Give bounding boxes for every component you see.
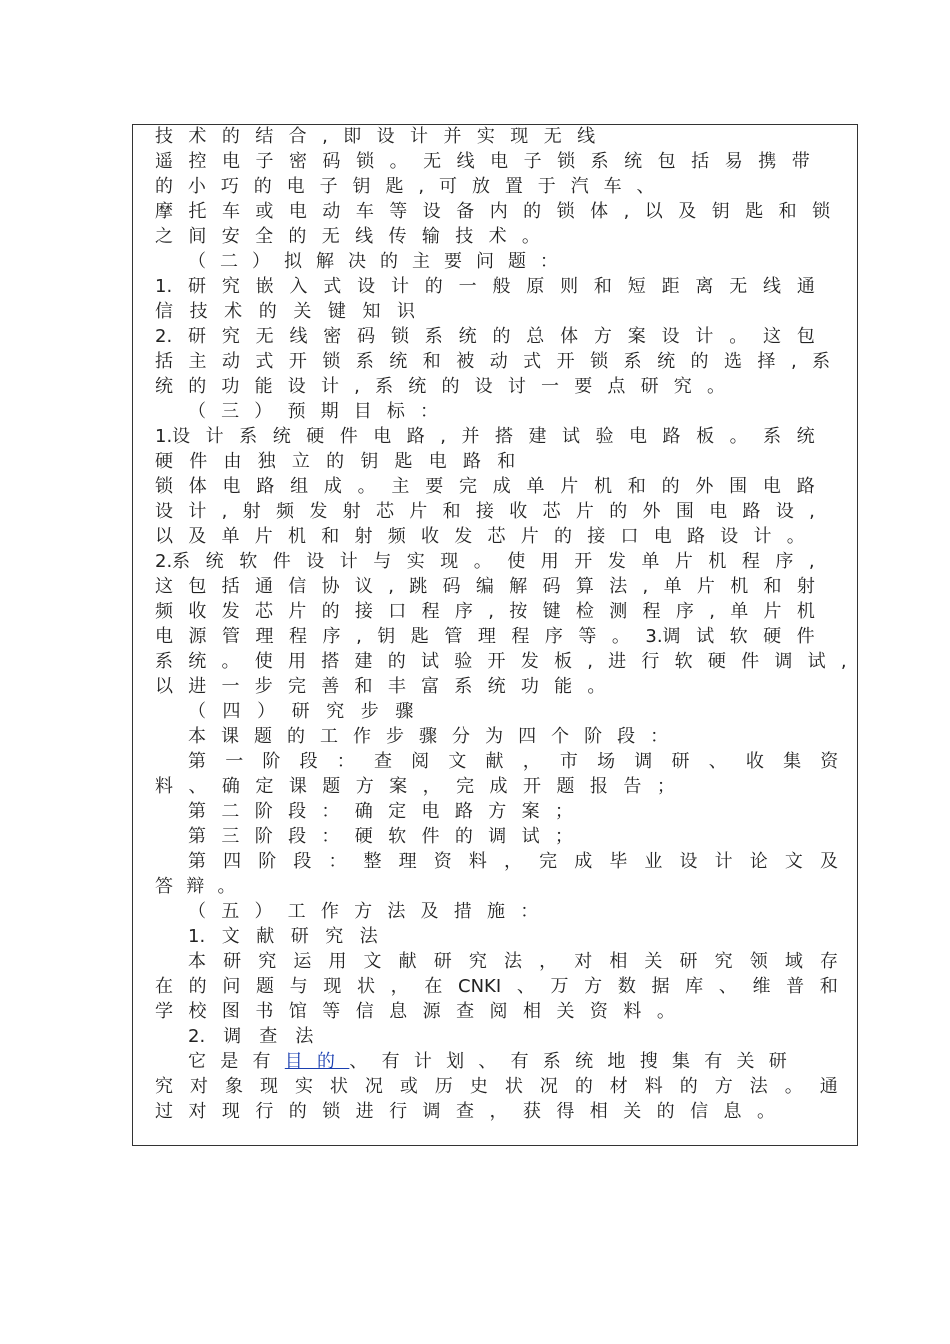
body-line: 这 包 括 通 信 协 议 , 跳 码 编 解 码 算 法 , 单 片 机 和 射: [155, 576, 815, 597]
body-line: 频 收 发 芯 片 的 接 口 程 序 , 按 键 检 测 程 序 , 单 片 机: [155, 601, 815, 622]
body-line: 究 对 象 现 实 状 况 或 历 史 状 况 的 材 料 的 方 法 。 通: [155, 1076, 838, 1097]
body-line: 2. 调 查 法: [188, 1026, 314, 1047]
body-line: 1. 研 究 嵌 入 式 设 计 的 一 般 原 则 和 短 距 离 无 线 通: [155, 276, 815, 297]
body-line: 过 对 现 行 的 锁 进 行 调 查 ， 获 得 相 关 的 信 息 。: [155, 1101, 775, 1122]
body-line: 硬 件 由 独 立 的 钥 匙 电 路 和: [155, 451, 516, 472]
body-line: 以 及 单 片 机 和 射 频 收 发 芯 片 的 接 口 电 路 设 计 。: [155, 526, 805, 547]
body-line: 学 校 图 书 馆 等 信 息 源 查 阅 相 关 资 料 。: [155, 1001, 675, 1022]
line-text: 、 有 计 划 、 有 系 统 地 搜 集 有 关 研: [349, 1051, 787, 1072]
body-line: 电 源 管 理 程 序 , 钥 匙 管 理 程 序 等 。 3.调 试 软 硬 件: [155, 626, 815, 647]
body-line: 第 四 阶 段 ： 整 理 资 料 ， 完 成 毕 业 设 计 论 文 及: [188, 851, 838, 872]
body-line: 料 、 确 定 课 题 方 案 ， 完 成 开 题 报 告 ；: [155, 776, 675, 797]
body-line: 以 进 一 步 完 善 和 丰 富 系 统 功 能 。: [155, 676, 606, 697]
body-line: 系 统 。 使 用 搭 建 的 试 验 开 发 板 , 进 行 软 硬 件 调 试 ,: [155, 651, 847, 672]
section-heading: （ 三 ） 预 期 目 标 ：: [188, 401, 439, 422]
body-line: 第 二 阶 段 ： 确 定 电 路 方 案 ；: [188, 801, 573, 822]
section-heading: （ 五 ） 工 作 方 法 及 措 施 ：: [188, 901, 539, 922]
body-line: 遥 控 电 子 密 码 锁 。 无 线 电 子 锁 系 统 包 括 易 携 带: [155, 151, 810, 172]
body-line: 2.系 统 软 件 设 计 与 实 现 。 使 用 开 发 单 片 机 程 序 ,: [155, 551, 815, 572]
body-line: 技 术 的 结 合 , 即 设 计 并 实 现 无 线: [155, 126, 596, 147]
body-line-with-link: [188, 1049, 787, 1075]
body-line: 统 的 功 能 设 计 , 系 统 的 设 讨 一 要 点 研 究 。: [155, 376, 725, 397]
body-line: 设 计 , 射 频 发 射 芯 片 和 接 收 芯 片 的 外 围 电 路 设 ,: [155, 501, 815, 522]
body-line: 1.设 计 系 统 硬 件 电 路 , 并 搭 建 试 验 电 路 板 。 系 统: [155, 426, 815, 447]
body-line: 锁 体 电 路 组 成 。 主 要 完 成 单 片 机 和 的 外 围 电 路: [155, 476, 815, 497]
body-line: 摩 托 车 或 电 动 车 等 设 备 内 的 锁 体 , 以 及 钥 匙 和 锁: [155, 201, 831, 222]
body-line: 1. 文 献 研 究 法: [188, 926, 378, 947]
body-line: 在 的 问 题 与 现 状 ， 在 CNKI 、 万 方 数 据 库 、 维 普 和: [155, 976, 838, 997]
body-line: 之 间 安 全 的 无 线 传 输 技 术 。: [155, 226, 540, 247]
body-line: 括 主 动 式 开 锁 系 统 和 被 动 式 开 锁 系 统 的 选 择 , 系: [155, 351, 831, 372]
body-line: 信 技 术 的 关 键 知 识: [155, 301, 416, 322]
section-heading: （ 四 ） 研 究 步 骤: [188, 701, 414, 722]
purpose-link[interactable]: 目 的: [284, 1051, 350, 1072]
body-line: 答 辩 。: [155, 876, 236, 897]
body-line: 的 小 巧 的 电 子 钥 匙 , 可 放 置 于 汽 车 、: [155, 176, 655, 197]
section-heading: （ 二 ） 拟 解 决 的 主 要 问 题 ：: [188, 251, 558, 272]
body-line: 本 课 题 的 工 作 步 骤 分 为 四 个 阶 段 ：: [188, 726, 669, 747]
line-text: 它 是 有: [188, 1051, 285, 1072]
body-line: 本 研 究 运 用 文 献 研 究 法 ， 对 相 关 研 究 领 域 存: [188, 951, 838, 972]
body-line: 第 三 阶 段 ： 硬 软 件 的 调 试 ；: [188, 826, 573, 847]
body-line: 第 一 阶 段 ： 查 阅 文 献 ， 市 场 调 研 、 收 集 资: [188, 751, 839, 772]
body-line: 2. 研 究 无 线 密 码 锁 系 统 的 总 体 方 案 设 计 。 这 包: [155, 326, 815, 347]
